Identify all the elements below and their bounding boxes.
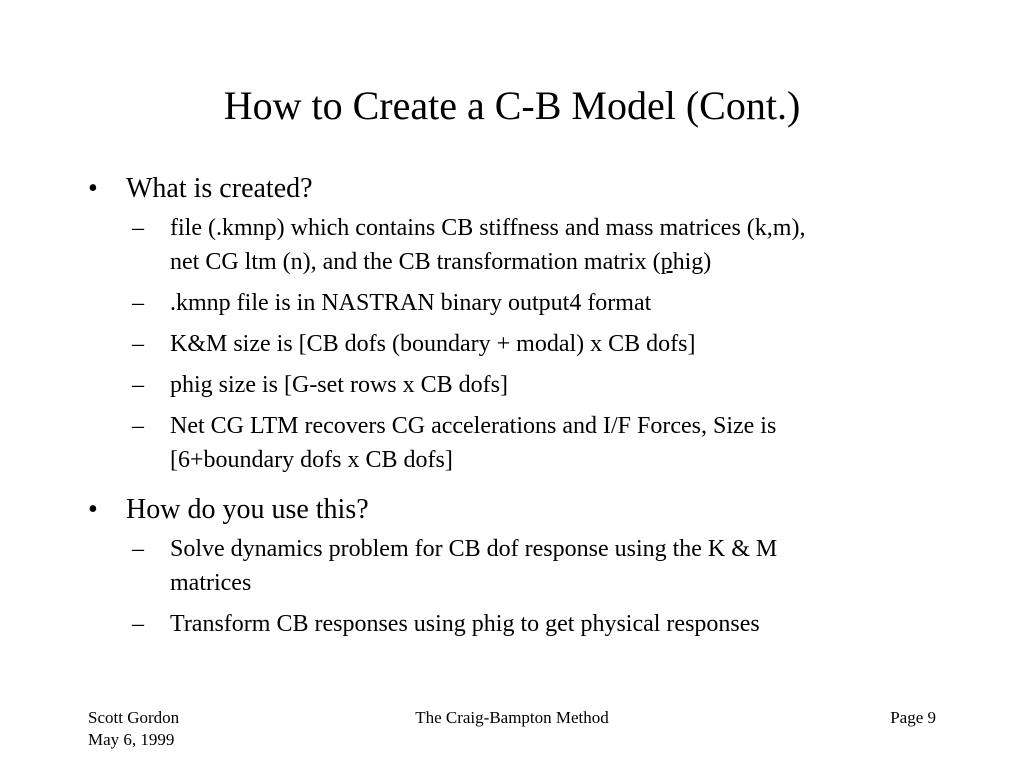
sub-item-net-cg-ltm xyxy=(132,409,948,477)
sub-item-line: Transform CB responses using phig to get physical responses xyxy=(170,611,760,637)
footer-date: May 6, 1999 xyxy=(88,730,175,749)
sub-item-line: matrices xyxy=(170,570,252,596)
dash-icon: – xyxy=(132,536,144,562)
sub-item-km-size xyxy=(132,327,948,361)
slide-title: How to Create a C-B Model (Cont.) xyxy=(223,83,801,128)
dash-icon: – xyxy=(132,611,144,637)
sub-list-how-do-you-use xyxy=(132,532,948,641)
dash-icon: – xyxy=(132,290,144,316)
dash-icon: – xyxy=(132,331,144,357)
footer-page-number: Page 9 xyxy=(890,708,936,727)
sub-item-line: file (.kmnp) which contains CB stiffness and mass matrices (k,m), xyxy=(170,215,806,241)
sub-item-transform-responses xyxy=(132,607,948,641)
bullet-icon: • xyxy=(88,494,98,525)
bullet-text: What is created? xyxy=(126,173,313,204)
sub-item-line: Net CG LTM recovers CG accelerations and I/F Forces, Size is xyxy=(170,413,777,439)
dash-icon: – xyxy=(132,215,144,241)
slide-content xyxy=(88,169,948,648)
bullet-text: How do you use this? xyxy=(126,494,369,525)
sub-item-phig-size xyxy=(132,368,948,402)
bullet-icon: • xyxy=(88,173,98,204)
footer-author: Scott Gordon xyxy=(88,708,180,727)
sub-item-kmnp-file xyxy=(132,211,948,279)
bullet-what-is-created xyxy=(88,169,948,209)
sub-list-what-is-created xyxy=(132,211,948,477)
sub-item-line: K&M size is [CB dofs (boundary + modal) x CB dofs] xyxy=(170,331,696,357)
sub-item-line: phig size is [G-set rows x CB dofs] xyxy=(170,372,508,398)
sub-item-line: [6+boundary dofs x CB dofs] xyxy=(170,447,453,473)
sub-item-line: .kmnp file is in NASTRAN binary output4 format xyxy=(170,290,652,316)
footer-presentation-title: The Craig-Bampton Method xyxy=(415,708,609,727)
sub-item-solve-dynamics xyxy=(132,532,948,600)
dash-icon: – xyxy=(132,413,144,439)
bullet-how-do-you-use xyxy=(88,490,948,530)
sub-item-line: Solve dynamics problem for CB dof response using the K & M xyxy=(170,536,778,562)
sub-item-kmnp-format xyxy=(132,286,948,320)
sub-item-line: net CG ltm (n), and the CB transformation matrix (phig) xyxy=(170,249,712,275)
dash-icon: – xyxy=(132,372,144,398)
underlined-letter: p xyxy=(660,249,673,275)
